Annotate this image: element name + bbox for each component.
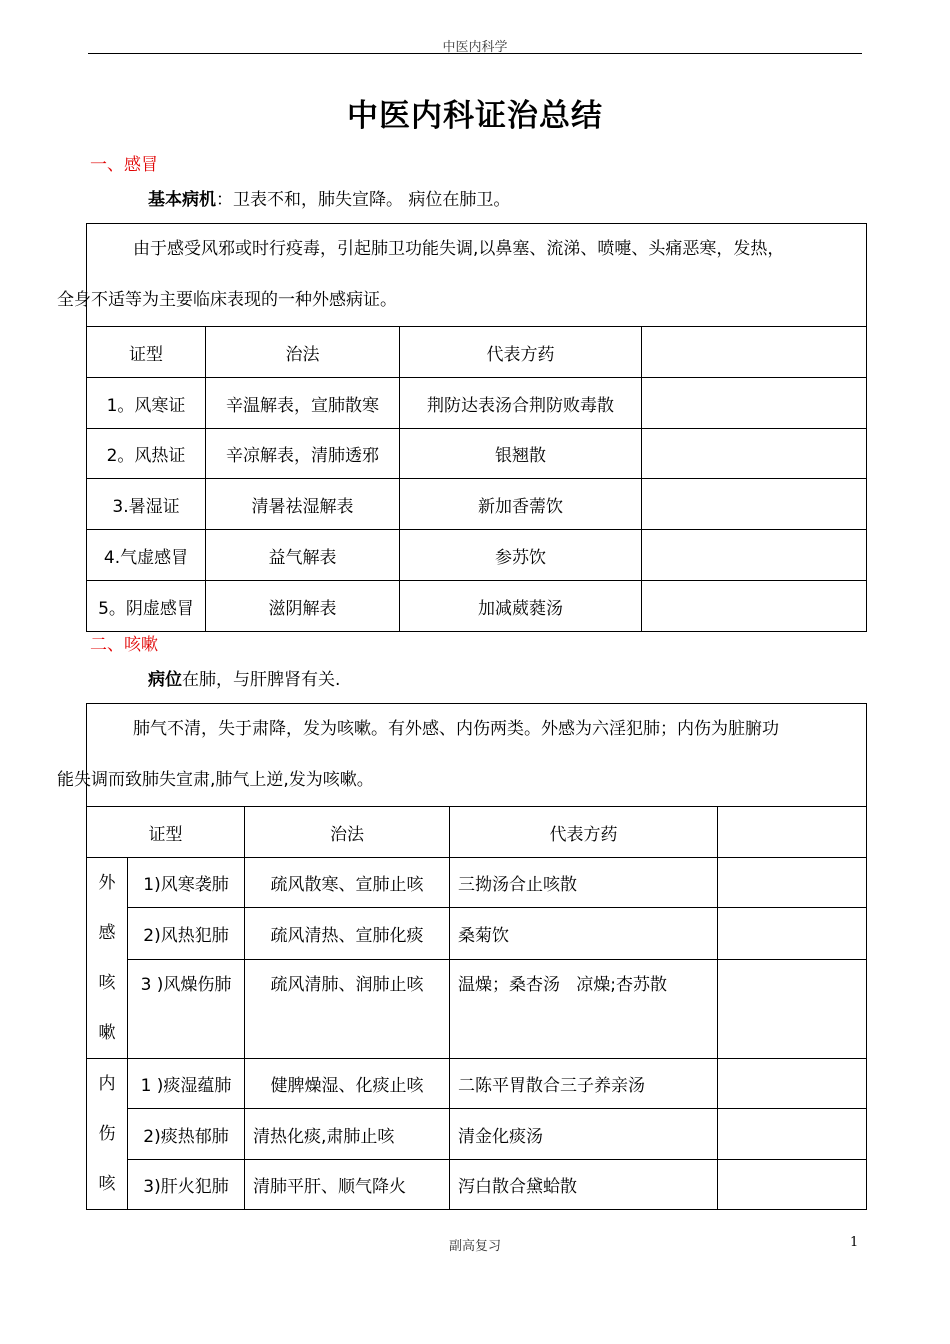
cell-formula: 清金化痰汤	[450, 1109, 718, 1160]
cold-intro: 由于感受风邪或时行疫毒，引起肺卫功能失调,以鼻塞、流涕、喷嚏、头痛恶寒，发热， 全身不适等为主要临床表现的一种外感病证。	[87, 224, 867, 327]
cell-syndrome: 5。阴虚感冒	[87, 581, 206, 632]
cold-header-row	[87, 327, 867, 378]
table-row	[87, 378, 867, 429]
page-footer: 副高复习	[448, 1239, 501, 1254]
cold-table	[57, 223, 867, 632]
cell-empty	[718, 959, 867, 1059]
cell-formula: 新加香薷饮	[400, 479, 642, 530]
cell-syndrome: 1 )痰湿蕴肺	[128, 1059, 245, 1109]
cell-empty	[642, 581, 867, 632]
table-row	[87, 1059, 867, 1109]
col-header-syndrome: 证型	[87, 807, 245, 858]
cell-empty	[642, 429, 867, 479]
table-row	[87, 908, 867, 959]
cell-treatment: 健脾燥湿、化痰止咳	[245, 1059, 450, 1109]
col-header-empty	[642, 327, 867, 378]
cell-empty	[642, 530, 867, 581]
table-row	[87, 581, 867, 632]
cell-syndrome: 4.气虚感冒	[87, 530, 206, 581]
cell-treatment: 疏风清热、宣肺化痰	[245, 908, 450, 959]
cell-formula: 参苏饮	[400, 530, 642, 581]
cell-empty	[642, 479, 867, 530]
cell-empty	[718, 908, 867, 959]
cell-syndrome: 3 )风燥伤肺	[128, 959, 245, 1059]
cell-syndrome: 2)风热犯肺	[128, 908, 245, 959]
col-header-syndrome: 证型	[87, 327, 206, 378]
cell-treatment: 疏风散寒、宣肺止咳	[245, 858, 450, 908]
group-label-external: 外 感 咳 嗽	[87, 858, 128, 1059]
col-header-empty	[718, 807, 867, 858]
cell-formula: 荆防达表汤合荆防败毒散	[400, 378, 642, 429]
cell-formula: 三拗汤合止咳散	[450, 858, 718, 908]
pathogenesis-text: ：卫表不和，肺失宣降。 病位在肺卫。	[216, 190, 511, 210]
col-header-treatment: 治法	[245, 807, 450, 858]
cell-syndrome: 1)风寒袭肺	[128, 858, 245, 908]
table-row	[87, 1160, 867, 1210]
cell-syndrome: 3.暑湿证	[87, 479, 206, 530]
location-label: 病位	[148, 670, 182, 690]
cell-formula: 桑菊饮	[450, 908, 718, 959]
cell-treatment: 辛凉解表，清肺透邪	[206, 429, 400, 479]
cell-formula: 温燥；桑杏汤 凉燥;杏苏散	[450, 959, 718, 1059]
col-header-treatment: 治法	[206, 327, 400, 378]
page-header: 中医内科学	[442, 40, 508, 55]
cell-treatment: 辛温解表，宣肺散寒	[206, 378, 400, 429]
page-number: 1	[850, 1235, 859, 1250]
cell-syndrome: 3)肝火犯肺	[128, 1160, 245, 1210]
pathogenesis-label: 基本病机	[148, 190, 216, 210]
cell-empty	[718, 1109, 867, 1160]
cell-empty	[642, 378, 867, 429]
cell-treatment: 滋阴解表	[206, 581, 400, 632]
cell-syndrome: 2)痰热郁肺	[128, 1109, 245, 1160]
cough-intro: 肺气不清，失于肃降，发为咳嗽。有外感、内伤两类。外感为六淫犯肺；内伤为脏腑功 能失调而致肺失宣肃,肺气上逆,发为咳嗽。	[87, 704, 867, 807]
table-row	[87, 479, 867, 530]
cold-intro-row	[87, 224, 867, 327]
col-header-formula: 代表方药	[450, 807, 718, 858]
pathogenesis-line	[148, 185, 510, 210]
header-divider	[88, 53, 862, 54]
cell-empty	[718, 1160, 867, 1210]
table-row	[87, 1109, 867, 1160]
cell-formula: 二陈平胃散合三子养亲汤	[450, 1059, 718, 1109]
cell-syndrome: 2。风热证	[87, 429, 206, 479]
table-row	[87, 959, 867, 1059]
cell-formula: 加减葳蕤汤	[400, 581, 642, 632]
location-text: 在肺，与肝脾肾有关.	[182, 670, 341, 690]
location-line	[148, 665, 340, 690]
table-row	[87, 429, 867, 479]
section-heading-cough: 二、咳嗽	[90, 635, 158, 655]
cough-table	[57, 703, 867, 1210]
group-label-internal: 内 伤 咳	[87, 1059, 128, 1210]
cell-empty	[718, 858, 867, 908]
cell-syndrome: 1。风寒证	[87, 378, 206, 429]
document-title: 中医内科证治总结	[347, 98, 603, 134]
cell-treatment: 疏风清肺、润肺止咳	[245, 959, 450, 1059]
cell-treatment: 清热化痰,肃肺止咳	[245, 1109, 450, 1160]
cell-formula: 泻白散合黛蛤散	[450, 1160, 718, 1210]
cell-treatment: 益气解表	[206, 530, 400, 581]
cough-header-row	[87, 807, 867, 858]
cell-treatment: 清肺平肝、顺气降火	[245, 1160, 450, 1210]
section-heading-cold: 一、感冒	[90, 155, 158, 175]
col-header-formula: 代表方药	[400, 327, 642, 378]
cough-intro-row	[87, 704, 867, 807]
cell-treatment: 清暑祛湿解表	[206, 479, 400, 530]
table-row	[87, 858, 867, 908]
cell-empty	[718, 1059, 867, 1109]
cell-formula: 银翘散	[400, 429, 642, 479]
table-row	[87, 530, 867, 581]
